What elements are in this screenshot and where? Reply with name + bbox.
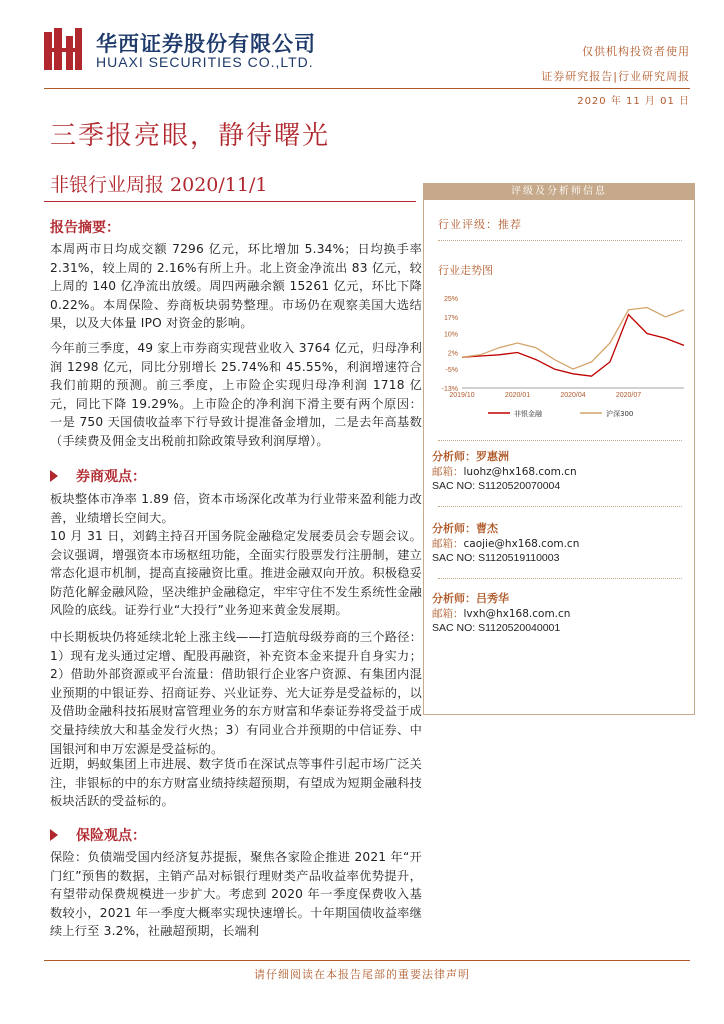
separator	[438, 240, 682, 241]
insurance-heading: 保险观点：	[76, 828, 146, 844]
company-name-en: HUAXI SECURITIES CO.,LTD.	[96, 54, 314, 70]
x-tick-label: 2020/04	[560, 392, 586, 399]
analyst-1-name	[432, 448, 509, 464]
email-label: 邮箱：	[432, 538, 464, 550]
analyst-role: 分析师：	[432, 592, 476, 605]
analyst-name: 吕秀华	[476, 592, 509, 605]
brokers-paragraph-3: 中长期板块仍将延续北轮上涨主线——打造航母级券商的三个路径：1）现有龙头通过定增、配股再融资，补充资本金来提升自身实力；2）借助外部资源或平台流量：借助银行企业客户资源、有集团内混业预期的中银证券、招商证券、兴业证券、光大证券是受益标的，以及借助金融科技拓展财富管理业务的东方财富和华泰证券将受益于成交量持续放大和基金发行火热；3）有同业合并预期的中信证券、中国银河和申万宏源是受益标的。	[50, 630, 422, 756]
summary-paragraph-1: 本周两市日均成交额 7296 亿元，环比增加 5.34%；日均换手率 2.31%，较上周的 2.16%有所上升。北上资金净流出 83 亿元，较上周的 140 亿净流出放缓。周四两融余额 15261 亿元，环比下降 0.22%。本周保险、券商板块弱势整理。市场仍在观察美国大选结果，以及大体量 IPO 对资金的影响。	[50, 242, 422, 331]
analyst-1-sac: SAC NO: S1120520070004	[432, 480, 561, 492]
report-title: 三季报亮眼，静待曙光	[50, 121, 331, 151]
summary-heading: 报告摘要：	[50, 220, 120, 236]
y-tick-label: 2%	[447, 350, 458, 358]
x-tick-label: 2020/01	[504, 392, 531, 399]
x-tick-label: 2020/07	[615, 392, 642, 399]
report-category: 证券研究报告|行业研究周报	[541, 70, 690, 83]
brokers-paragraph-4: 近期，蚂蚁集团上市进展、数字货币在深试点等事件引起市场广泛关注，非银标的中的东方财富业绩持续超预期，有望成为短期金融科技板块活跃的受益标的。	[50, 757, 422, 809]
report-subtitle: 非银行业周报 2020/11/1	[50, 174, 268, 196]
email-label: 邮箱：	[432, 608, 464, 620]
series-line-nonbank	[462, 315, 684, 377]
report-date: 2020 年 11 月 01 日	[577, 96, 690, 107]
analyst-2-sac: SAC NO: S1120519110003	[432, 552, 560, 564]
rating-label: 行业评级：	[438, 218, 498, 231]
y-tick-label: 25%	[443, 296, 458, 303]
separator	[438, 506, 682, 507]
analyst-2-email	[432, 536, 579, 551]
legend-label: 沪深300	[606, 410, 634, 418]
audience-note: 仅供机构投资者使用	[582, 45, 690, 58]
legend-label: 非银金融	[514, 410, 542, 418]
y-tick-label: 10%	[443, 331, 458, 339]
rating-analyst-panel	[423, 183, 695, 715]
summary-paragraph-2: 今年前三季度，49 家上市券商实现营业收入 3764 亿元，归母净利润 1298 亿元，同比分别增长 25.74%和 45.55%，利润增速符合我们前期的预测。前三季度，上市险企实现归母净利润 1718 亿元，同比下降 19.29%。上市险企的净利润下滑主要有两个原因：一是 750 天国债收益率下行导致计提准备金增加，二是去年高基数（手续费及佣金支出税前扣除政策导致利润厚增）。	[50, 341, 422, 448]
brokers-paragraph-2: 10 月 31 日，刘鹤主持召开国务院金融稳定发展委员会专题会议。会议强调，增强资本市场枢纽功能，全面实行股票发行注册制，建立常态化退市机制，提高直接融资比重。推进金融双向开放。积极稳妥防范化解金融风险，坚决维护金融稳定，牢牢守住不发生系统性金融风险的底线。证券行业“大投行”业务迎来黄金发展期。	[50, 529, 422, 618]
footer-divider	[44, 960, 690, 961]
analyst-role: 分析师：	[432, 522, 476, 535]
industry-rating	[438, 216, 522, 232]
email-address[interactable]: lvxh@hx168.com.cn	[463, 608, 571, 620]
y-tick-label: 17%	[443, 314, 458, 322]
email-address[interactable]: luohz@hx168.com.cn	[463, 466, 577, 478]
analyst-3-name	[432, 590, 509, 606]
bullet-arrow-icon	[50, 829, 58, 841]
analyst-role: 分析师：	[432, 450, 476, 463]
analyst-name: 曹杰	[476, 522, 498, 535]
series-line-hs300	[462, 308, 684, 370]
subtitle-divider	[44, 201, 416, 202]
company-name-cn: 华西证券股份有限公司	[96, 31, 316, 56]
insurance-paragraph-1: 保险：负债端受国内经济复苏提振，聚焦各家险企推进 2021 年“开门红”预售的数据，主销产品对标银行理财类产品收益率优势提升，有望带动保费规模进一步扩大。考虑到 2020 年一季度保费收入基数较小，2021 年一季度大概率实现快速增长。十年期国债收益率继续上行至 3.2%，社融超预期，长端利	[50, 850, 422, 939]
rating-value: 推荐	[498, 218, 522, 231]
trend-chart-label: 行业走势图	[438, 264, 493, 277]
analyst-3-email	[432, 606, 570, 621]
header-divider	[44, 88, 690, 89]
separator	[438, 578, 682, 579]
y-tick-label: -13%	[441, 386, 458, 393]
email-label: 邮箱：	[432, 466, 464, 478]
email-address[interactable]: caojie@hx168.com.cn	[463, 538, 580, 550]
analyst-name: 罗惠洲	[476, 450, 509, 463]
panel-title: 评级及分析师信息	[424, 184, 694, 200]
company-logo-icon	[44, 28, 82, 70]
y-tick-label: -5%	[445, 367, 458, 375]
analyst-3-sac: SAC NO: S1120520040001	[432, 622, 561, 634]
bullet-arrow-icon	[50, 470, 58, 482]
analyst-2-name	[432, 520, 498, 536]
trend-chart	[428, 290, 690, 428]
brokers-paragraph-1: 板块整体市净率 1.89 倍，资本市场深化改革为行业带来盈利能力改善，业绩增长空间大。	[50, 492, 422, 525]
brokers-heading: 券商观点：	[76, 469, 146, 485]
analyst-1-email	[432, 464, 577, 479]
separator	[438, 440, 682, 441]
x-tick-label: 2019/10	[449, 392, 475, 399]
legal-disclaimer-note: 请仔细阅读在本报告尾部的重要法律声明	[254, 968, 470, 981]
